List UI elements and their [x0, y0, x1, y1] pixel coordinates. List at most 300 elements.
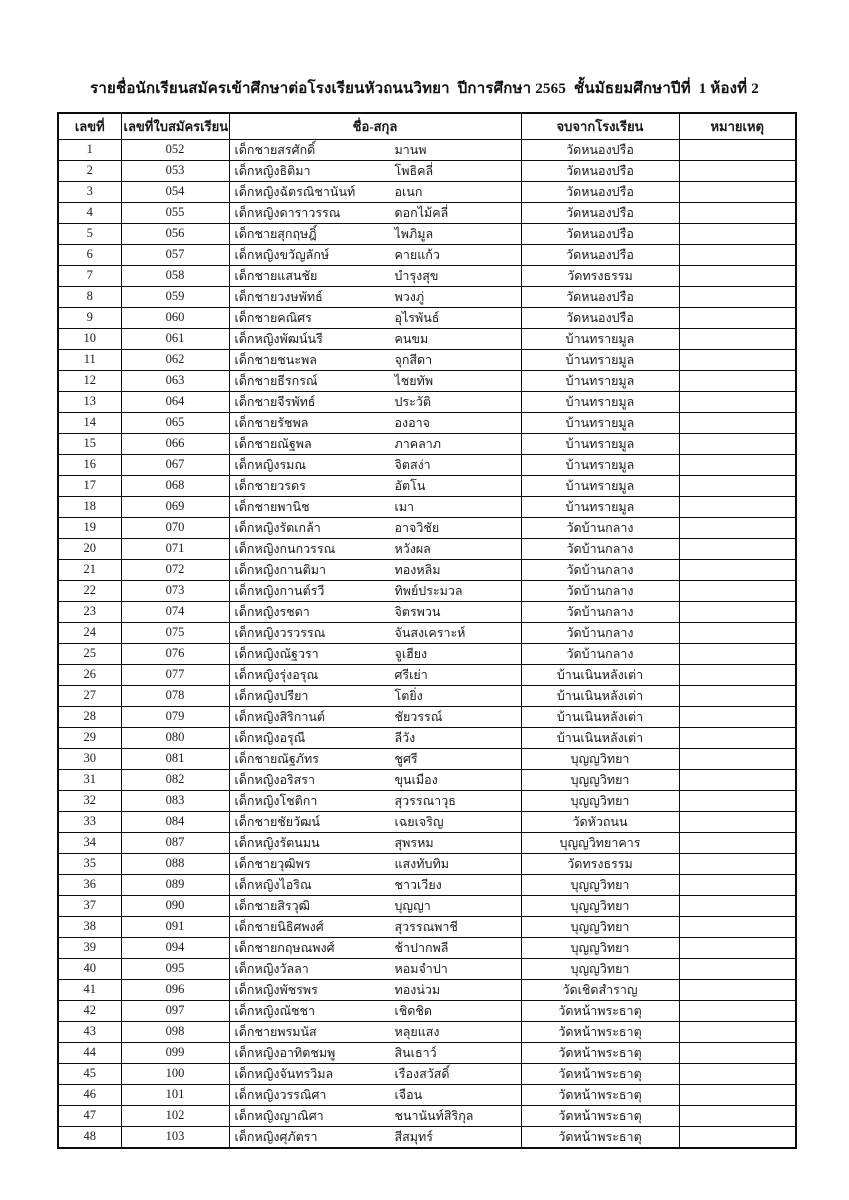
student-surname: อาจวิชัย	[394, 520, 440, 535]
cell-name	[229, 496, 521, 517]
cell-number: 40	[58, 958, 121, 979]
cell-name	[229, 391, 521, 412]
table-row	[58, 328, 796, 349]
table-row	[58, 664, 796, 685]
student-name	[232, 644, 519, 664]
cell-name	[229, 160, 521, 181]
student-name	[232, 140, 519, 160]
student-name	[232, 539, 519, 559]
cell-remarks	[679, 1084, 796, 1105]
student-name	[232, 203, 519, 223]
student-given-name: เด็กหญิงโชติกา	[234, 793, 318, 808]
cell-application-number: 055	[121, 202, 229, 223]
student-given-name: เด็กหญิงรมณ	[234, 457, 307, 472]
student-surname: ชาวเวียง	[394, 877, 442, 892]
cell-number: 15	[58, 433, 121, 454]
cell-number: 26	[58, 664, 121, 685]
cell-school: วัดบ้านกลาง	[521, 643, 679, 664]
cell-school: บุญญวิทยา	[521, 748, 679, 769]
cell-number: 25	[58, 643, 121, 664]
student-name	[232, 707, 519, 727]
cell-application-number: 095	[121, 958, 229, 979]
cell-name	[229, 580, 521, 601]
cell-number: 27	[58, 685, 121, 706]
cell-school: บุญญวิทยา	[521, 916, 679, 937]
table-row	[58, 874, 796, 895]
cell-application-number: 067	[121, 454, 229, 475]
table-row	[58, 454, 796, 475]
student-name	[232, 686, 519, 706]
cell-name	[229, 916, 521, 937]
cell-name	[229, 748, 521, 769]
cell-name	[229, 244, 521, 265]
student-surname: อเนก	[394, 184, 423, 199]
table-row	[58, 475, 796, 496]
student-given-name: เด็กชายสรศักดิ์	[234, 142, 316, 157]
table-row	[58, 769, 796, 790]
student-surname: จุกสีดา	[394, 352, 433, 367]
student-given-name: เด็กหญิงรุ่งอรุณ	[234, 667, 319, 682]
student-surname: ภาคลาภ	[394, 436, 442, 451]
student-surname: เรืองสวัสดิ์	[394, 1066, 450, 1081]
table-row	[58, 832, 796, 853]
cell-school: บุญญวิทยา	[521, 790, 679, 811]
table-row	[58, 223, 796, 244]
cell-school: วัดเชิดสำราญ	[521, 979, 679, 1000]
student-surname: อัตโน	[394, 478, 426, 493]
student-surname: สีสมุทร์	[394, 1129, 433, 1144]
student-name	[232, 791, 519, 811]
cell-application-number: 096	[121, 979, 229, 1000]
table-header-row	[58, 113, 796, 139]
cell-remarks	[679, 475, 796, 496]
cell-application-number: 057	[121, 244, 229, 265]
table-row	[58, 370, 796, 391]
cell-application-number: 099	[121, 1042, 229, 1063]
cell-application-number: 065	[121, 412, 229, 433]
cell-name	[229, 349, 521, 370]
cell-school: บ้านทรายมูล	[521, 496, 679, 517]
table-row	[58, 202, 796, 223]
cell-remarks	[679, 1063, 796, 1084]
student-name	[232, 497, 519, 517]
cell-name	[229, 874, 521, 895]
cell-remarks	[679, 979, 796, 1000]
student-given-name: เด็กหญิงธิติมา	[234, 163, 311, 178]
cell-remarks	[679, 1021, 796, 1042]
student-given-name: เด็กหญิงรัตนมน	[234, 835, 320, 850]
cell-application-number: 089	[121, 874, 229, 895]
student-given-name: เด็กหญิงจันทรวิมล	[234, 1066, 334, 1081]
student-surname: อุไรพันธ์	[394, 310, 440, 325]
cell-application-number: 083	[121, 790, 229, 811]
student-name	[232, 959, 519, 979]
student-given-name: เด็กชายจีรพัทธ์	[234, 394, 316, 409]
student-given-name: เด็กชายรัชพล	[234, 415, 309, 430]
cell-application-number: 071	[121, 538, 229, 559]
student-surname: สุพรหม	[394, 835, 434, 850]
table-row	[58, 853, 796, 874]
student-surname: ลีวัง	[394, 730, 416, 745]
cell-name	[229, 685, 521, 706]
student-given-name: เด็กชายกฤษณพงศ์	[234, 940, 335, 955]
student-name	[232, 434, 519, 454]
cell-application-number: 063	[121, 370, 229, 391]
cell-school: วัดบ้านกลาง	[521, 580, 679, 601]
cell-number: 30	[58, 748, 121, 769]
cell-number: 5	[58, 223, 121, 244]
table-row	[58, 1063, 796, 1084]
cell-application-number: 052	[121, 139, 229, 160]
cell-remarks	[679, 349, 796, 370]
student-given-name: เด็กชายธีรกรณ์	[234, 373, 318, 388]
student-name	[232, 560, 519, 580]
student-name	[232, 308, 519, 328]
cell-remarks	[679, 328, 796, 349]
cell-application-number: 097	[121, 1000, 229, 1021]
cell-number: 18	[58, 496, 121, 517]
cell-number: 3	[58, 181, 121, 202]
cell-school: บ้านทรายมูล	[521, 370, 679, 391]
cell-school: วัดหน้าพระธาตุ	[521, 1063, 679, 1084]
student-surname: จันสงเคราะห์	[394, 625, 466, 640]
cell-application-number: 072	[121, 559, 229, 580]
student-given-name: เด็กชายวงษพัทธ์	[234, 289, 323, 304]
student-surname: หลุยแสง	[394, 1024, 440, 1039]
student-surname: บุญญา	[394, 898, 431, 913]
table-row	[58, 706, 796, 727]
cell-school: บ้านทรายมูล	[521, 454, 679, 475]
cell-remarks	[679, 286, 796, 307]
student-name	[232, 1064, 519, 1084]
cell-number: 38	[58, 916, 121, 937]
table-row	[58, 1126, 796, 1148]
cell-remarks	[679, 181, 796, 202]
student-name	[232, 413, 519, 433]
student-surname: บำรุงสุข	[394, 268, 439, 283]
student-given-name: เด็กชายณัฐภัทร	[234, 751, 319, 766]
table-row	[58, 727, 796, 748]
cell-name	[229, 538, 521, 559]
table-row	[58, 412, 796, 433]
cell-application-number: 103	[121, 1126, 229, 1148]
table-row	[58, 643, 796, 664]
student-given-name: เด็กหญิงปรียา	[234, 688, 309, 703]
cell-school: วัดบ้านกลาง	[521, 538, 679, 559]
cell-name	[229, 706, 521, 727]
student-surname: สุวรรณาวุธ	[394, 793, 456, 808]
cell-remarks	[679, 265, 796, 286]
student-surname: ดอกไม้คลี่	[394, 205, 449, 220]
cell-school: วัดทรงธรรม	[521, 853, 679, 874]
cell-name	[229, 370, 521, 391]
student-given-name: เด็กชายสุกฤษฎิ์	[234, 226, 317, 241]
cell-number: 33	[58, 811, 121, 832]
student-name	[232, 1001, 519, 1021]
cell-number: 32	[58, 790, 121, 811]
table-row	[58, 580, 796, 601]
cell-application-number: 066	[121, 433, 229, 454]
student-given-name: เด็กหญิงญาณิศา	[234, 1108, 324, 1123]
table-row	[58, 748, 796, 769]
student-surname: หวังผล	[394, 541, 431, 556]
student-name	[232, 1022, 519, 1042]
cell-name	[229, 832, 521, 853]
cell-remarks	[679, 769, 796, 790]
cell-name	[229, 958, 521, 979]
cell-application-number: 053	[121, 160, 229, 181]
cell-school: วัดหนองปรือ	[521, 202, 679, 223]
student-given-name: เด็กหญิงวรวรรณ	[234, 625, 326, 640]
student-surname: ขุนเมือง	[394, 772, 438, 787]
cell-school: บ้านทรายมูล	[521, 433, 679, 454]
cell-school: บุญญวิทยา	[521, 769, 679, 790]
cell-name	[229, 286, 521, 307]
cell-name	[229, 1042, 521, 1063]
cell-school: วัดหน้าพระธาตุ	[521, 1105, 679, 1126]
student-name	[232, 224, 519, 244]
cell-name	[229, 517, 521, 538]
cell-number: 12	[58, 370, 121, 391]
cell-number: 13	[58, 391, 121, 412]
table-row	[58, 307, 796, 328]
cell-name	[229, 622, 521, 643]
student-name	[232, 350, 519, 370]
cell-name	[229, 223, 521, 244]
student-name	[232, 728, 519, 748]
cell-application-number: 084	[121, 811, 229, 832]
cell-name	[229, 265, 521, 286]
cell-remarks	[679, 412, 796, 433]
cell-application-number: 064	[121, 391, 229, 412]
student-surname: สินเธาว์	[394, 1045, 437, 1060]
student-given-name: เด็กหญิงณัชชา	[234, 1003, 316, 1018]
cell-number: 35	[58, 853, 121, 874]
cell-school: วัดบ้านกลาง	[521, 622, 679, 643]
cell-number: 36	[58, 874, 121, 895]
student-given-name: เด็กชายคณิศร	[234, 310, 312, 325]
cell-number: 8	[58, 286, 121, 307]
cell-application-number: 080	[121, 727, 229, 748]
column-header-remarks: หมายเหตุ	[679, 113, 796, 139]
student-given-name: เด็กชายวุฒิพร	[234, 856, 311, 871]
cell-name	[229, 643, 521, 664]
student-given-name: เด็กหญิงขวัญลักษ์	[234, 247, 330, 262]
cell-school: วัดหนองปรือ	[521, 286, 679, 307]
student-surname: ชนานันท์สิริกุล	[394, 1108, 474, 1123]
cell-application-number: 075	[121, 622, 229, 643]
cell-number: 41	[58, 979, 121, 1000]
cell-remarks	[679, 433, 796, 454]
cell-school: บ้านทรายมูล	[521, 391, 679, 412]
cell-number: 39	[58, 937, 121, 958]
cell-remarks	[679, 223, 796, 244]
cell-application-number: 088	[121, 853, 229, 874]
student-name	[232, 602, 519, 622]
cell-number: 10	[58, 328, 121, 349]
cell-remarks	[679, 643, 796, 664]
student-surname: คนขม	[394, 331, 429, 346]
student-name	[232, 980, 519, 1000]
cell-remarks	[679, 517, 796, 538]
student-surname: เฉยเจริญ	[394, 814, 444, 829]
student-given-name: เด็กหญิงฉัตรณิชานันท์	[234, 184, 356, 199]
cell-remarks	[679, 790, 796, 811]
cell-school: วัดบ้านกลาง	[521, 601, 679, 622]
student-surname: คายแก้ว	[394, 247, 440, 262]
table-row	[58, 1105, 796, 1126]
student-name	[232, 392, 519, 412]
student-given-name: เด็กหญิงอรุณี	[234, 730, 306, 745]
cell-name	[229, 601, 521, 622]
cell-remarks	[679, 664, 796, 685]
student-given-name: เด็กหญิงกนกวรรณ	[234, 541, 336, 556]
cell-school: วัดหัวถนน	[521, 811, 679, 832]
cell-remarks	[679, 937, 796, 958]
cell-number: 24	[58, 622, 121, 643]
student-given-name: เด็กชายพรมนัส	[234, 1024, 317, 1039]
cell-application-number: 074	[121, 601, 229, 622]
table-row	[58, 559, 796, 580]
student-name	[232, 182, 519, 202]
student-given-name: เด็กหญิงรชดา	[234, 604, 310, 619]
table-row	[58, 244, 796, 265]
cell-application-number: 100	[121, 1063, 229, 1084]
cell-application-number: 062	[121, 349, 229, 370]
cell-name	[229, 1084, 521, 1105]
cell-name	[229, 1000, 521, 1021]
cell-application-number: 068	[121, 475, 229, 496]
cell-remarks	[679, 622, 796, 643]
cell-number: 1	[58, 139, 121, 160]
cell-school: บ้านทรายมูล	[521, 412, 679, 433]
cell-name	[229, 475, 521, 496]
page-title: รายชื่อนักเรียนสมัครเข้าศึกษาต่อโรงเรียนหัวถนนวิทยา ปีการศึกษา 2565 ชั้นมัธยมศึกษาปีที่ 1 ห้องที่ 2	[90, 81, 759, 97]
student-surname: ชัยวรรณ์	[394, 709, 443, 724]
table-row	[58, 685, 796, 706]
student-name	[232, 1106, 519, 1126]
student-given-name: เด็กหญิงกานต์รวี	[234, 583, 325, 598]
column-header-number: เลขที่	[58, 113, 121, 139]
cell-remarks	[679, 139, 796, 160]
table-row	[58, 895, 796, 916]
cell-name	[229, 895, 521, 916]
cell-name	[229, 664, 521, 685]
cell-remarks	[679, 727, 796, 748]
student-name	[232, 518, 519, 538]
cell-remarks	[679, 391, 796, 412]
student-given-name: เด็กหญิงดาราวรรณ	[234, 205, 341, 220]
cell-application-number: 058	[121, 265, 229, 286]
cell-remarks	[679, 370, 796, 391]
student-name	[232, 812, 519, 832]
student-given-name: เด็กชายสิรวุฒิ	[234, 898, 310, 913]
student-name	[232, 665, 519, 685]
student-surname: จิตสง่า	[394, 457, 431, 472]
table-row	[58, 349, 796, 370]
cell-number: 47	[58, 1105, 121, 1126]
cell-school: บ้านทรายมูล	[521, 475, 679, 496]
cell-application-number: 077	[121, 664, 229, 685]
student-surname: ประวัติ	[394, 394, 431, 409]
cell-remarks	[679, 811, 796, 832]
student-given-name: เด็กชายพานิช	[234, 499, 310, 514]
cell-remarks	[679, 853, 796, 874]
cell-school: วัดหนองปรือ	[521, 223, 679, 244]
cell-application-number: 061	[121, 328, 229, 349]
cell-application-number: 098	[121, 1021, 229, 1042]
cell-application-number: 081	[121, 748, 229, 769]
student-name	[232, 371, 519, 391]
table-row	[58, 916, 796, 937]
student-name	[232, 329, 519, 349]
cell-remarks	[679, 916, 796, 937]
table-row	[58, 433, 796, 454]
student-given-name: เด็กชายชนะพล	[234, 352, 317, 367]
student-name	[232, 623, 519, 643]
student-given-name: เด็กหญิงกานติมา	[234, 562, 326, 577]
cell-name	[229, 937, 521, 958]
student-given-name: เด็กหญิงไอริณ	[234, 877, 312, 892]
student-name	[232, 455, 519, 475]
cell-remarks	[679, 160, 796, 181]
student-name	[232, 266, 519, 286]
student-name	[232, 1043, 519, 1063]
cell-school: วัดหน้าพระธาตุ	[521, 1021, 679, 1042]
cell-application-number: 054	[121, 181, 229, 202]
student-given-name: เด็กชายณัฐพล	[234, 436, 312, 451]
cell-remarks	[679, 748, 796, 769]
student-surname: ทองหลิม	[394, 562, 441, 577]
cell-remarks	[679, 706, 796, 727]
cell-application-number: 056	[121, 223, 229, 244]
cell-remarks	[679, 1105, 796, 1126]
cell-name	[229, 811, 521, 832]
cell-name	[229, 328, 521, 349]
student-given-name: เด็กหญิงรัตเกล้า	[234, 520, 321, 535]
cell-remarks	[679, 202, 796, 223]
cell-application-number: 094	[121, 937, 229, 958]
cell-application-number: 079	[121, 706, 229, 727]
cell-number: 20	[58, 538, 121, 559]
cell-school: วัดหนองปรือ	[521, 181, 679, 202]
cell-number: 48	[58, 1126, 121, 1148]
cell-application-number: 091	[121, 916, 229, 937]
student-table-body	[58, 139, 796, 1148]
student-name	[232, 476, 519, 496]
cell-school: วัดบ้านกลาง	[521, 517, 679, 538]
cell-application-number: 090	[121, 895, 229, 916]
cell-remarks	[679, 874, 796, 895]
cell-school: บ้านทรายมูล	[521, 349, 679, 370]
student-surname: โตยิ่ง	[394, 688, 423, 703]
cell-remarks	[679, 601, 796, 622]
cell-remarks	[679, 454, 796, 475]
cell-remarks	[679, 580, 796, 601]
student-surname: จิตรพวน	[394, 604, 441, 619]
cell-number: 31	[58, 769, 121, 790]
student-surname: หอมจำปา	[394, 961, 448, 976]
cell-number: 43	[58, 1021, 121, 1042]
student-surname: ทิพย์ประมวล	[394, 583, 463, 598]
student-given-name: เด็กหญิงศุภัตรา	[234, 1129, 318, 1144]
cell-remarks	[679, 496, 796, 517]
student-roster-table	[57, 112, 797, 1149]
student-surname: ทองน่วม	[394, 982, 441, 997]
cell-school: บุญญวิทยา	[521, 937, 679, 958]
table-row	[58, 622, 796, 643]
student-surname: ศรีเย่า	[394, 667, 428, 682]
